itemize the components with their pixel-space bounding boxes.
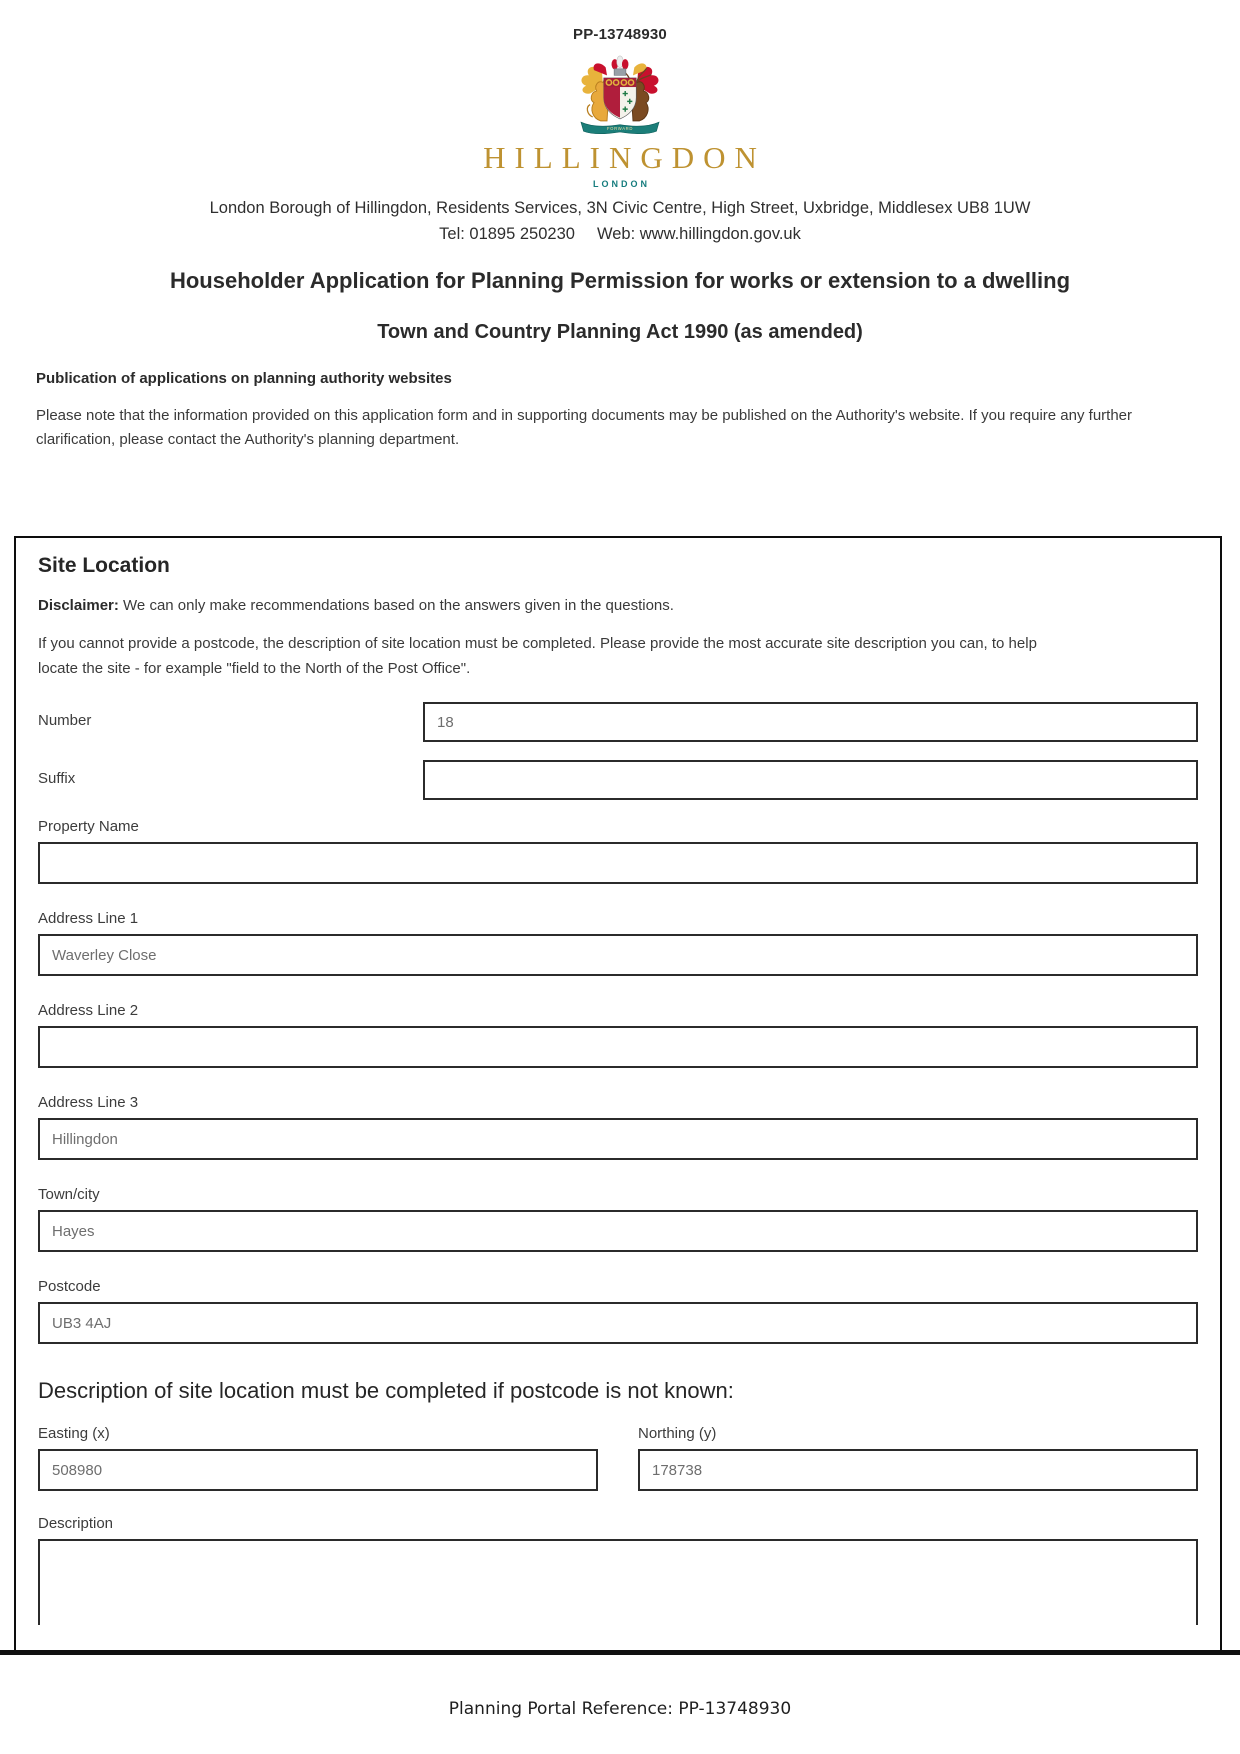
authority-address: London Borough of Hillingdon, Residents Services, 3N Civic Centre, High Street, Uxbridge, Middlesex UB8 1UW — [209, 199, 1031, 217]
field-group-address-line-3 — [38, 1094, 1198, 1160]
site-location-section — [14, 536, 1222, 1650]
number-input[interactable] — [423, 702, 1198, 742]
authority-contact — [0, 225, 1240, 244]
publication-note-body: Please note that the information provided on this application form and in supporting documents may be published on the Authority's website. If you require any further clarification, please contact the Authority's planning department. — [36, 407, 1133, 448]
address-line-1-label: Address Line 1 — [38, 910, 139, 927]
field-group-property-name — [38, 818, 1198, 884]
form-title: Householder Application for Planning Permission for works or extension to a dwelling — [169, 268, 1071, 293]
address-line-2-label: Address Line 2 — [38, 1002, 139, 1019]
web-text: Web: www.hillingdon.gov.uk — [596, 225, 801, 243]
application-reference: PP-13748930 — [573, 26, 667, 43]
property-name-label: Property Name — [38, 818, 139, 835]
northing-label: Northing (y) — [638, 1425, 717, 1442]
field-group-address-line-2 — [38, 1002, 1198, 1068]
northing-input[interactable] — [638, 1449, 1198, 1491]
town-city-label: Town/city — [38, 1186, 100, 1203]
planning-portal-reference: Planning Portal Reference: PP-13748930 — [448, 1699, 792, 1719]
address-line-3-label: Address Line 3 — [38, 1094, 139, 1111]
tel-text: Tel: 01895 250230 — [439, 225, 575, 243]
address-line-3-input[interactable] — [38, 1118, 1198, 1160]
description-textarea[interactable] — [38, 1539, 1198, 1625]
field-group-northing — [638, 1425, 1198, 1491]
hillingdon-wordmark: HILLINGDON — [483, 140, 766, 175]
site-description-heading: Description of site location must be completed if postcode is not known: — [38, 1378, 734, 1403]
description-label: Description — [38, 1515, 114, 1532]
easting-input[interactable] — [38, 1449, 598, 1491]
logo-container — [0, 53, 1240, 138]
number-label: Number — [38, 712, 92, 729]
disclaimer-text: Disclaimer: We can only make recommendations based on the answers given in the questions. — [38, 597, 674, 614]
motto-text: FORWARD — [606, 125, 634, 131]
page-break-divider — [0, 1650, 1240, 1655]
site-location-heading: Site Location — [38, 554, 170, 577]
field-group-easting — [38, 1425, 598, 1491]
postcode-label: Postcode — [38, 1278, 101, 1295]
address-line-2-input[interactable] — [38, 1026, 1198, 1068]
hillingdon-coat-of-arms-icon — [568, 53, 672, 138]
easting-label: Easting (x) — [38, 1425, 110, 1442]
coordinates-row — [38, 1425, 1198, 1491]
site-location-instructions: If you cannot provide a postcode, the description of site location must be completed. Please provide the most accurate site description you can, to help locate the site - for example "field to the North of the Post Office". — [38, 635, 1037, 677]
form-subtitle: Town and Country Planning Act 1990 (as amended) — [377, 321, 863, 343]
field-row-suffix — [38, 760, 1198, 800]
suffix-label: Suffix — [38, 770, 76, 787]
field-group-town-city — [38, 1186, 1198, 1252]
town-city-input[interactable] — [38, 1210, 1198, 1252]
publication-note-heading: Publication of applications on planning authority websites — [36, 370, 452, 387]
disclaimer-label: Disclaimer: — [38, 597, 119, 614]
field-group-address-line-1 — [38, 910, 1198, 976]
london-wordmark: LONDON — [593, 179, 650, 189]
postcode-input[interactable] — [38, 1302, 1198, 1344]
field-group-postcode — [38, 1278, 1198, 1344]
field-row-number — [38, 702, 1198, 742]
address-line-1-input[interactable] — [38, 934, 1198, 976]
field-group-description — [38, 1515, 1198, 1630]
publication-note — [36, 370, 1204, 452]
suffix-input[interactable] — [423, 760, 1198, 800]
property-name-input[interactable] — [38, 842, 1198, 884]
